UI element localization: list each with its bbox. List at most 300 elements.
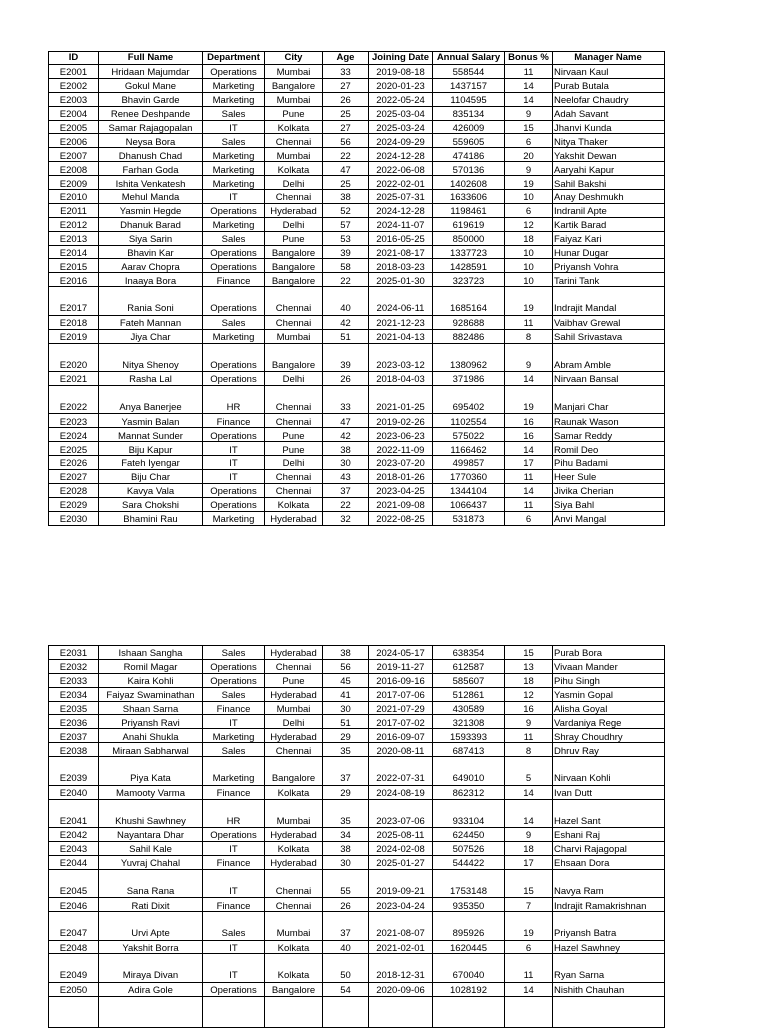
id-cell: E2010 bbox=[49, 190, 99, 204]
age-cell: 22 bbox=[323, 148, 369, 162]
id-cell: E2006 bbox=[49, 134, 99, 148]
annual-salary-cell: 575022 bbox=[433, 428, 505, 442]
full-name-cell: Anahi Shukla bbox=[99, 729, 203, 743]
department-cell: Finance bbox=[203, 898, 265, 912]
age-cell: 38 bbox=[323, 442, 369, 456]
department-cell: Sales bbox=[203, 687, 265, 701]
city-cell: Chennai bbox=[265, 134, 323, 148]
full-name-cell: Urvi Apte bbox=[99, 912, 203, 941]
age-cell: 40 bbox=[323, 287, 369, 316]
age-cell: 42 bbox=[323, 428, 369, 442]
empty-cell bbox=[369, 996, 433, 1027]
department-cell: Operations bbox=[203, 203, 265, 217]
department-cell: Operations bbox=[203, 245, 265, 259]
annual-salary-cell: 1337723 bbox=[433, 245, 505, 259]
age-cell: 25 bbox=[323, 176, 369, 190]
full-name-cell: Siya Sarin bbox=[99, 231, 203, 245]
annual-salary-cell: 1753148 bbox=[433, 869, 505, 898]
id-cell: E2013 bbox=[49, 231, 99, 245]
city-cell: Mumbai bbox=[265, 701, 323, 715]
full-name-cell: Sara Chokshi bbox=[99, 497, 203, 511]
bonus-cell: 11 bbox=[505, 65, 553, 79]
annual-salary-cell: 850000 bbox=[433, 231, 505, 245]
empty-cell bbox=[553, 996, 665, 1027]
annual-salary-cell: 570136 bbox=[433, 162, 505, 176]
table-row bbox=[49, 456, 665, 470]
joining-date-cell: 2025-03-24 bbox=[369, 120, 433, 134]
manager-name-cell: Abram Amble bbox=[553, 343, 665, 372]
city-cell: Bangalore bbox=[265, 78, 323, 92]
annual-salary-cell: 1166462 bbox=[433, 442, 505, 456]
id-cell: E2027 bbox=[49, 469, 99, 483]
department-cell: Sales bbox=[203, 646, 265, 660]
age-cell: 50 bbox=[323, 954, 369, 983]
annual-salary-cell: 371986 bbox=[433, 372, 505, 386]
id-cell: E2005 bbox=[49, 120, 99, 134]
bonus-cell: 6 bbox=[505, 511, 553, 525]
manager-name-cell: Nitya Thaker bbox=[553, 134, 665, 148]
id-cell: E2043 bbox=[49, 841, 99, 855]
bonus-cell: 9 bbox=[505, 828, 553, 842]
city-cell: Kolkata bbox=[265, 120, 323, 134]
table-row bbox=[49, 442, 665, 456]
annual-salary-cell: 474186 bbox=[433, 148, 505, 162]
id-cell: E2022 bbox=[49, 385, 99, 414]
joining-date-cell: 2024-06-11 bbox=[369, 287, 433, 316]
city-cell: Kolkata bbox=[265, 497, 323, 511]
department-cell: Operations bbox=[203, 659, 265, 673]
bonus-cell: 14 bbox=[505, 982, 553, 996]
joining-date-cell: 2018-12-31 bbox=[369, 954, 433, 983]
age-cell: 39 bbox=[323, 343, 369, 372]
department-cell: Operations bbox=[203, 483, 265, 497]
empty-cell bbox=[203, 996, 265, 1027]
age-cell: 37 bbox=[323, 483, 369, 497]
full-name-cell: Miraya Divan bbox=[99, 954, 203, 983]
city-cell: Pune bbox=[265, 673, 323, 687]
full-name-cell: Bhamini Rau bbox=[99, 511, 203, 525]
id-cell: E2031 bbox=[49, 646, 99, 660]
full-name-cell: Kavya Vala bbox=[99, 483, 203, 497]
joining-date-cell: 2017-07-02 bbox=[369, 715, 433, 729]
full-name-cell: Biju Kapur bbox=[99, 442, 203, 456]
city-cell: Hyderabad bbox=[265, 646, 323, 660]
header-manager-name: Manager Name bbox=[553, 52, 665, 65]
age-cell: 26 bbox=[323, 92, 369, 106]
empty-cell bbox=[265, 996, 323, 1027]
bonus-cell: 11 bbox=[505, 954, 553, 983]
bonus-cell: 14 bbox=[505, 785, 553, 799]
manager-name-cell: Hunar Dugar bbox=[553, 245, 665, 259]
full-name-cell: Renee Deshpande bbox=[99, 106, 203, 120]
id-cell: E2040 bbox=[49, 785, 99, 799]
bonus-cell: 18 bbox=[505, 231, 553, 245]
city-cell: Delhi bbox=[265, 176, 323, 190]
department-cell: IT bbox=[203, 954, 265, 983]
city-cell: Kolkata bbox=[265, 954, 323, 983]
id-cell: E2028 bbox=[49, 483, 99, 497]
table-row bbox=[49, 231, 665, 245]
department-cell: IT bbox=[203, 190, 265, 204]
bonus-cell: 12 bbox=[505, 217, 553, 231]
header-row bbox=[49, 52, 665, 65]
table-row bbox=[49, 701, 665, 715]
city-cell: Hyderabad bbox=[265, 203, 323, 217]
manager-name-cell: Yasmin Gopal bbox=[553, 687, 665, 701]
table-row bbox=[49, 729, 665, 743]
manager-name-cell: Sahil Bakshi bbox=[553, 176, 665, 190]
manager-name-cell: Eshani Raj bbox=[553, 828, 665, 842]
department-cell: IT bbox=[203, 715, 265, 729]
city-cell: Mumbai bbox=[265, 92, 323, 106]
bonus-cell: 14 bbox=[505, 372, 553, 386]
annual-salary-cell: 862312 bbox=[433, 785, 505, 799]
department-cell: Finance bbox=[203, 701, 265, 715]
bonus-cell: 17 bbox=[505, 855, 553, 869]
full-name-cell: Bhavin Garde bbox=[99, 92, 203, 106]
annual-salary-cell: 935350 bbox=[433, 898, 505, 912]
manager-name-cell: Anvi Mangal bbox=[553, 511, 665, 525]
city-cell: Bangalore bbox=[265, 273, 323, 287]
manager-name-cell: Romil Deo bbox=[553, 442, 665, 456]
table-row bbox=[49, 287, 665, 316]
manager-name-cell: Pihu Singh bbox=[553, 673, 665, 687]
id-cell: E2050 bbox=[49, 982, 99, 996]
manager-name-cell: Kartik Barad bbox=[553, 217, 665, 231]
joining-date-cell: 2021-04-13 bbox=[369, 329, 433, 343]
city-cell: Pune bbox=[265, 442, 323, 456]
age-cell: 57 bbox=[323, 217, 369, 231]
department-cell: HR bbox=[203, 799, 265, 828]
bonus-cell: 10 bbox=[505, 273, 553, 287]
department-cell: Finance bbox=[203, 273, 265, 287]
age-cell: 39 bbox=[323, 245, 369, 259]
department-cell: Finance bbox=[203, 855, 265, 869]
id-cell: E2046 bbox=[49, 898, 99, 912]
joining-date-cell: 2023-07-20 bbox=[369, 456, 433, 470]
annual-salary-cell: 426009 bbox=[433, 120, 505, 134]
id-cell: E2023 bbox=[49, 414, 99, 428]
department-cell: Marketing bbox=[203, 511, 265, 525]
department-cell: IT bbox=[203, 469, 265, 483]
bonus-cell: 11 bbox=[505, 729, 553, 743]
joining-date-cell: 2021-01-25 bbox=[369, 385, 433, 414]
id-cell: E2017 bbox=[49, 287, 99, 316]
full-name-cell: Adira Gole bbox=[99, 982, 203, 996]
annual-salary-cell: 933104 bbox=[433, 799, 505, 828]
age-cell: 47 bbox=[323, 414, 369, 428]
manager-name-cell: Hazel Sant bbox=[553, 799, 665, 828]
full-name-cell: Romil Magar bbox=[99, 659, 203, 673]
city-cell: Chennai bbox=[265, 483, 323, 497]
table-row bbox=[49, 715, 665, 729]
table-row bbox=[49, 217, 665, 231]
table-row bbox=[49, 511, 665, 525]
city-cell: Delhi bbox=[265, 715, 323, 729]
department-cell: Marketing bbox=[203, 176, 265, 190]
table-row bbox=[49, 203, 665, 217]
full-name-cell: Priyansh Ravi bbox=[99, 715, 203, 729]
manager-name-cell: Nishith Chauhan bbox=[553, 982, 665, 996]
age-cell: 41 bbox=[323, 687, 369, 701]
id-cell: E2004 bbox=[49, 106, 99, 120]
empty-row bbox=[49, 996, 665, 1027]
joining-date-cell: 2018-04-03 bbox=[369, 372, 433, 386]
header-id: ID bbox=[49, 52, 99, 65]
city-cell: Chennai bbox=[265, 414, 323, 428]
full-name-cell: Jiya Char bbox=[99, 329, 203, 343]
header-joining-date: Joining Date bbox=[369, 52, 433, 65]
table-row bbox=[49, 329, 665, 343]
full-name-cell: Rania Soni bbox=[99, 287, 203, 316]
full-name-cell: Hridaan Majumdar bbox=[99, 65, 203, 79]
city-cell: Delhi bbox=[265, 372, 323, 386]
bonus-cell: 9 bbox=[505, 715, 553, 729]
full-name-cell: Ishita Venkatesh bbox=[99, 176, 203, 190]
joining-date-cell: 2023-04-24 bbox=[369, 898, 433, 912]
full-name-cell: Inaaya Bora bbox=[99, 273, 203, 287]
table-row bbox=[49, 898, 665, 912]
full-name-cell: Neysa Bora bbox=[99, 134, 203, 148]
table-row bbox=[49, 372, 665, 386]
city-cell: Delhi bbox=[265, 456, 323, 470]
id-cell: E2025 bbox=[49, 442, 99, 456]
annual-salary-cell: 882486 bbox=[433, 329, 505, 343]
id-cell: E2012 bbox=[49, 217, 99, 231]
bonus-cell: 13 bbox=[505, 659, 553, 673]
joining-date-cell: 2025-03-04 bbox=[369, 106, 433, 120]
full-name-cell: Bhavin Kar bbox=[99, 245, 203, 259]
id-cell: E2037 bbox=[49, 729, 99, 743]
id-cell: E2001 bbox=[49, 65, 99, 79]
age-cell: 30 bbox=[323, 456, 369, 470]
city-cell: Chennai bbox=[265, 898, 323, 912]
id-cell: E2009 bbox=[49, 176, 99, 190]
bonus-cell: 11 bbox=[505, 469, 553, 483]
full-name-cell: Ishaan Sangha bbox=[99, 646, 203, 660]
table-row bbox=[49, 259, 665, 273]
annual-salary-cell: 544422 bbox=[433, 855, 505, 869]
id-cell: E2036 bbox=[49, 715, 99, 729]
manager-name-cell: Raunak Wason bbox=[553, 414, 665, 428]
table-row bbox=[49, 134, 665, 148]
manager-name-cell: Priyansh Vohra bbox=[553, 259, 665, 273]
table-row bbox=[49, 687, 665, 701]
annual-salary-cell: 559605 bbox=[433, 134, 505, 148]
manager-name-cell: Jivika Cherian bbox=[553, 483, 665, 497]
age-cell: 51 bbox=[323, 329, 369, 343]
manager-name-cell: Pihu Badami bbox=[553, 456, 665, 470]
bonus-cell: 10 bbox=[505, 245, 553, 259]
city-cell: Hyderabad bbox=[265, 855, 323, 869]
department-cell: Marketing bbox=[203, 162, 265, 176]
full-name-cell: Dhanush Chad bbox=[99, 148, 203, 162]
employee-table-part-1 bbox=[48, 51, 665, 526]
manager-name-cell: Heer Sule bbox=[553, 469, 665, 483]
empty-cell bbox=[323, 996, 369, 1027]
bonus-cell: 19 bbox=[505, 176, 553, 190]
manager-name-cell: Dhruv Ray bbox=[553, 743, 665, 757]
id-cell: E2026 bbox=[49, 456, 99, 470]
full-name-cell: Yuvraj Chahal bbox=[99, 855, 203, 869]
annual-salary-cell: 928688 bbox=[433, 315, 505, 329]
city-cell: Chennai bbox=[265, 869, 323, 898]
joining-date-cell: 2019-08-18 bbox=[369, 65, 433, 79]
joining-date-cell: 2020-08-11 bbox=[369, 743, 433, 757]
city-cell: Hyderabad bbox=[265, 687, 323, 701]
city-cell: Mumbai bbox=[265, 65, 323, 79]
city-cell: Pune bbox=[265, 428, 323, 442]
employee-table-part-2 bbox=[48, 645, 665, 1028]
table-row bbox=[49, 273, 665, 287]
joining-date-cell: 2022-05-24 bbox=[369, 92, 433, 106]
manager-name-cell: Siya Bahl bbox=[553, 497, 665, 511]
bonus-cell: 16 bbox=[505, 428, 553, 442]
age-cell: 27 bbox=[323, 78, 369, 92]
id-cell: E2014 bbox=[49, 245, 99, 259]
department-cell: Operations bbox=[203, 428, 265, 442]
city-cell: Mumbai bbox=[265, 148, 323, 162]
department-cell: IT bbox=[203, 120, 265, 134]
bonus-cell: 14 bbox=[505, 78, 553, 92]
full-name-cell: Samar Rajagopalan bbox=[99, 120, 203, 134]
table-row bbox=[49, 78, 665, 92]
manager-name-cell: Purab Bora bbox=[553, 646, 665, 660]
age-cell: 34 bbox=[323, 828, 369, 842]
full-name-cell: Sana Rana bbox=[99, 869, 203, 898]
bonus-cell: 11 bbox=[505, 497, 553, 511]
city-cell: Chennai bbox=[265, 287, 323, 316]
manager-name-cell: Hazel Sawhney bbox=[553, 940, 665, 954]
full-name-cell: Yakshit Borra bbox=[99, 940, 203, 954]
annual-salary-cell: 1593393 bbox=[433, 729, 505, 743]
bonus-cell: 15 bbox=[505, 120, 553, 134]
department-cell: Operations bbox=[203, 343, 265, 372]
department-cell: Operations bbox=[203, 287, 265, 316]
annual-salary-cell: 1402608 bbox=[433, 176, 505, 190]
joining-date-cell: 2019-02-26 bbox=[369, 414, 433, 428]
annual-salary-cell: 1104595 bbox=[433, 92, 505, 106]
manager-name-cell: Adah Savant bbox=[553, 106, 665, 120]
joining-date-cell: 2023-07-06 bbox=[369, 799, 433, 828]
city-cell: Bangalore bbox=[265, 343, 323, 372]
joining-date-cell: 2024-09-29 bbox=[369, 134, 433, 148]
age-cell: 30 bbox=[323, 855, 369, 869]
age-cell: 43 bbox=[323, 469, 369, 483]
city-cell: Delhi bbox=[265, 217, 323, 231]
department-cell: Marketing bbox=[203, 729, 265, 743]
joining-date-cell: 2018-03-23 bbox=[369, 259, 433, 273]
full-name-cell: Shaan Sarna bbox=[99, 701, 203, 715]
annual-salary-cell: 1620445 bbox=[433, 940, 505, 954]
table-row bbox=[49, 176, 665, 190]
table-row bbox=[49, 120, 665, 134]
id-cell: E2032 bbox=[49, 659, 99, 673]
bonus-cell: 6 bbox=[505, 203, 553, 217]
age-cell: 37 bbox=[323, 912, 369, 941]
department-cell: Operations bbox=[203, 65, 265, 79]
full-name-cell: Dhanuk Barad bbox=[99, 217, 203, 231]
table-row bbox=[49, 65, 665, 79]
id-cell: E2021 bbox=[49, 372, 99, 386]
department-cell: Operations bbox=[203, 828, 265, 842]
id-cell: E2048 bbox=[49, 940, 99, 954]
id-cell: E2047 bbox=[49, 912, 99, 941]
header-full-name: Full Name bbox=[99, 52, 203, 65]
table-body-1 bbox=[49, 65, 665, 526]
age-cell: 38 bbox=[323, 646, 369, 660]
bonus-cell: 14 bbox=[505, 799, 553, 828]
table-row bbox=[49, 673, 665, 687]
full-name-cell: Fateh Iyengar bbox=[99, 456, 203, 470]
annual-salary-cell: 695402 bbox=[433, 385, 505, 414]
manager-name-cell: Vivaan Mander bbox=[553, 659, 665, 673]
department-cell: IT bbox=[203, 841, 265, 855]
full-name-cell: Farhan Goda bbox=[99, 162, 203, 176]
id-cell: E2045 bbox=[49, 869, 99, 898]
bonus-cell: 16 bbox=[505, 701, 553, 715]
city-cell: Chennai bbox=[265, 385, 323, 414]
full-name-cell: Aarav Chopra bbox=[99, 259, 203, 273]
city-cell: Pune bbox=[265, 106, 323, 120]
annual-salary-cell: 585607 bbox=[433, 673, 505, 687]
full-name-cell: Piya Kata bbox=[99, 757, 203, 786]
id-cell: E2049 bbox=[49, 954, 99, 983]
bonus-cell: 14 bbox=[505, 483, 553, 497]
manager-name-cell: Aaryahi Kapur bbox=[553, 162, 665, 176]
full-name-cell: Kaira Kohli bbox=[99, 673, 203, 687]
manager-name-cell: Samar Reddy bbox=[553, 428, 665, 442]
age-cell: 58 bbox=[323, 259, 369, 273]
annual-salary-cell: 531873 bbox=[433, 511, 505, 525]
full-name-cell: Khushi Sawhney bbox=[99, 799, 203, 828]
id-cell: E2029 bbox=[49, 497, 99, 511]
manager-name-cell: Ehsaan Dora bbox=[553, 855, 665, 869]
department-cell: Operations bbox=[203, 497, 265, 511]
annual-salary-cell: 512861 bbox=[433, 687, 505, 701]
manager-name-cell: Vaibhav Grewal bbox=[553, 315, 665, 329]
id-cell: E2033 bbox=[49, 673, 99, 687]
bonus-cell: 6 bbox=[505, 134, 553, 148]
annual-salary-cell: 1437157 bbox=[433, 78, 505, 92]
bonus-cell: 19 bbox=[505, 385, 553, 414]
city-cell: Bangalore bbox=[265, 982, 323, 996]
manager-name-cell: Anay Deshmukh bbox=[553, 190, 665, 204]
id-cell: E2024 bbox=[49, 428, 99, 442]
manager-name-cell: Yakshit Dewan bbox=[553, 148, 665, 162]
bonus-cell: 7 bbox=[505, 898, 553, 912]
table-row bbox=[49, 954, 665, 983]
id-cell: E2044 bbox=[49, 855, 99, 869]
city-cell: Hyderabad bbox=[265, 511, 323, 525]
city-cell: Bangalore bbox=[265, 757, 323, 786]
bonus-cell: 18 bbox=[505, 841, 553, 855]
joining-date-cell: 2025-01-30 bbox=[369, 273, 433, 287]
bonus-cell: 11 bbox=[505, 315, 553, 329]
bonus-cell: 8 bbox=[505, 329, 553, 343]
id-cell: E2015 bbox=[49, 259, 99, 273]
annual-salary-cell: 835134 bbox=[433, 106, 505, 120]
manager-name-cell: Faiyaz Kari bbox=[553, 231, 665, 245]
age-cell: 25 bbox=[323, 106, 369, 120]
age-cell: 56 bbox=[323, 134, 369, 148]
annual-salary-cell: 1380962 bbox=[433, 343, 505, 372]
joining-date-cell: 2023-06-23 bbox=[369, 428, 433, 442]
joining-date-cell: 2023-04-25 bbox=[369, 483, 433, 497]
table-row bbox=[49, 497, 665, 511]
bonus-cell: 5 bbox=[505, 757, 553, 786]
annual-salary-cell: 619619 bbox=[433, 217, 505, 231]
